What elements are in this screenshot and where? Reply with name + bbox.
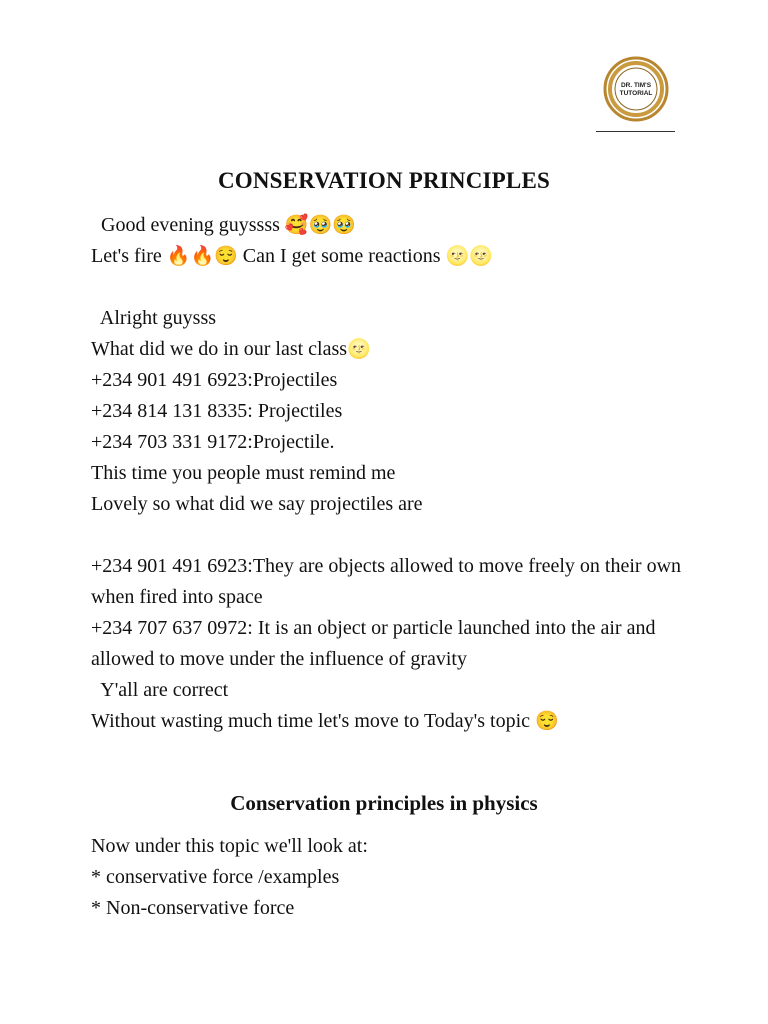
answer-2: +234 707 637 0972: It is an object or particle launched into the air and allowed to move under the influence of gravity xyxy=(91,617,656,670)
fire-emoji: 🔥🔥😌 xyxy=(166,246,238,267)
greeting-emoji: 🥰🥹🥹 xyxy=(284,215,356,236)
lovely-line: Lovely so what did we say projectiles are xyxy=(91,493,423,515)
reply-line-2: +234 814 131 8335: Projectiles xyxy=(91,400,343,422)
topic-item: * Non-conservative force xyxy=(91,897,295,919)
last-class-emoji: 🌝 xyxy=(347,339,371,360)
dr-tims-tutorial-logo xyxy=(603,56,669,122)
move-on-emoji: 😌 xyxy=(535,711,559,732)
greeting-line xyxy=(91,210,691,241)
blank-line xyxy=(91,520,691,551)
answer-1: +234 901 491 6923:They are objects allowed to move freely on their own when fired into space xyxy=(91,555,682,608)
fire-text: Let's fire xyxy=(91,245,167,267)
reactions-emoji: 🌝🌝 xyxy=(445,246,493,267)
last-class-line xyxy=(91,334,691,365)
section-heading: Conservation principles in physics xyxy=(230,791,538,815)
topic-item: * conservative force /examples xyxy=(91,866,340,888)
topic-intro: Now under this topic we'll look at: xyxy=(91,835,368,857)
logo-text-line1: DR. TIM'S xyxy=(620,82,652,89)
last-class-text: What did we do in our last class xyxy=(91,338,348,360)
topic-list xyxy=(91,831,691,924)
move-on-line xyxy=(91,706,691,737)
reply-line-3: +234 703 331 9172:Projectile. xyxy=(91,431,335,453)
reply-line-1: +234 901 491 6923:Projectiles xyxy=(91,369,338,391)
logo-underline xyxy=(596,131,675,132)
fire-line xyxy=(91,241,691,272)
move-on-text: Without wasting much time let's move to Today's topic xyxy=(91,710,536,732)
remind-line: This time you people must remind me xyxy=(91,462,396,484)
page-title: CONSERVATION PRINCIPLES xyxy=(217,168,551,193)
logo-text-line2: TUTORIAL xyxy=(619,90,653,97)
blank-line xyxy=(91,272,691,303)
chat-transcript xyxy=(91,210,691,737)
greeting-text: Good evening guyssss xyxy=(91,214,285,236)
reactions-text: Can I get some reactions xyxy=(237,245,446,267)
correct-line: Y'all are correct xyxy=(91,679,229,701)
alright-line: Alright guysss xyxy=(91,307,217,329)
